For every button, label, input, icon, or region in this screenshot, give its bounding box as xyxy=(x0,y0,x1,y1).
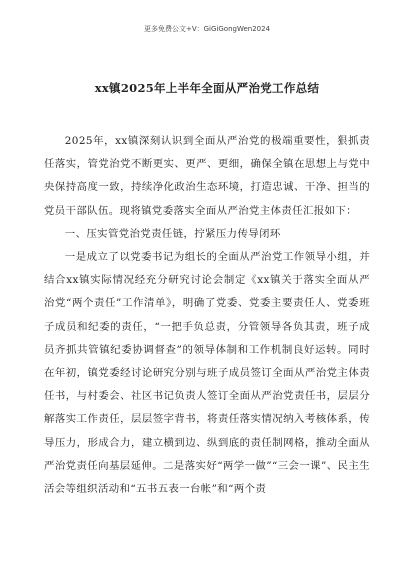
paragraph-section-heading: 一、压实管党治党责任链，拧紧压力传导闭环 xyxy=(64,227,281,240)
header-note: 更多免费公文+V：GiGiGongWen2024 xyxy=(143,25,271,33)
paragraph-body: 一是成立了以党委书记为组长的全面从严治党工作领导小组，并结合xx镇实际情况经充分研究讨论会制定《xx镇关于落实全面从严治党“两个责任”工作清单》，明确了党委、党委主要责任人、党委班子成员和纪委的责任，“一把手负总责，分管领导各负其责，班子成员齐抓共管镇纪委协调督查”的领导体制和工作机制良好运转。同时在年初，镇党委经讨论研究分别与班子成员签订全面从严治党主体责任书，与村委会、社区书记负责人签订全面从严治党责任书，层层分解落实工作责任，层层签字背书，将责任落实情况纳入考核体系，传导压力，形成合力，建立横到边、纵到底的责任制网格，推动全面从严治党责任向基层延伸。二是落实好“两学一做”“三会一课”、民主生活会等组织活动和“五书五表一台帐”和“两个责 xyxy=(44,251,370,496)
document-title: xx镇2025年上半年全面从严治党工作总结 xyxy=(94,81,320,95)
paragraph-intro: 2025年，xx镇深刻认识到全面从严治党的极端重要性，狠抓责任落实，管党治党不断更实、更严、更细，确保全镇在思想上与党中央保持高度一致，持续净化政治生态环境，打造忠诚、干净、担当的党员干部队伍。现将镇党委落实全面从严治党主体责任汇报如下： xyxy=(44,135,370,217)
